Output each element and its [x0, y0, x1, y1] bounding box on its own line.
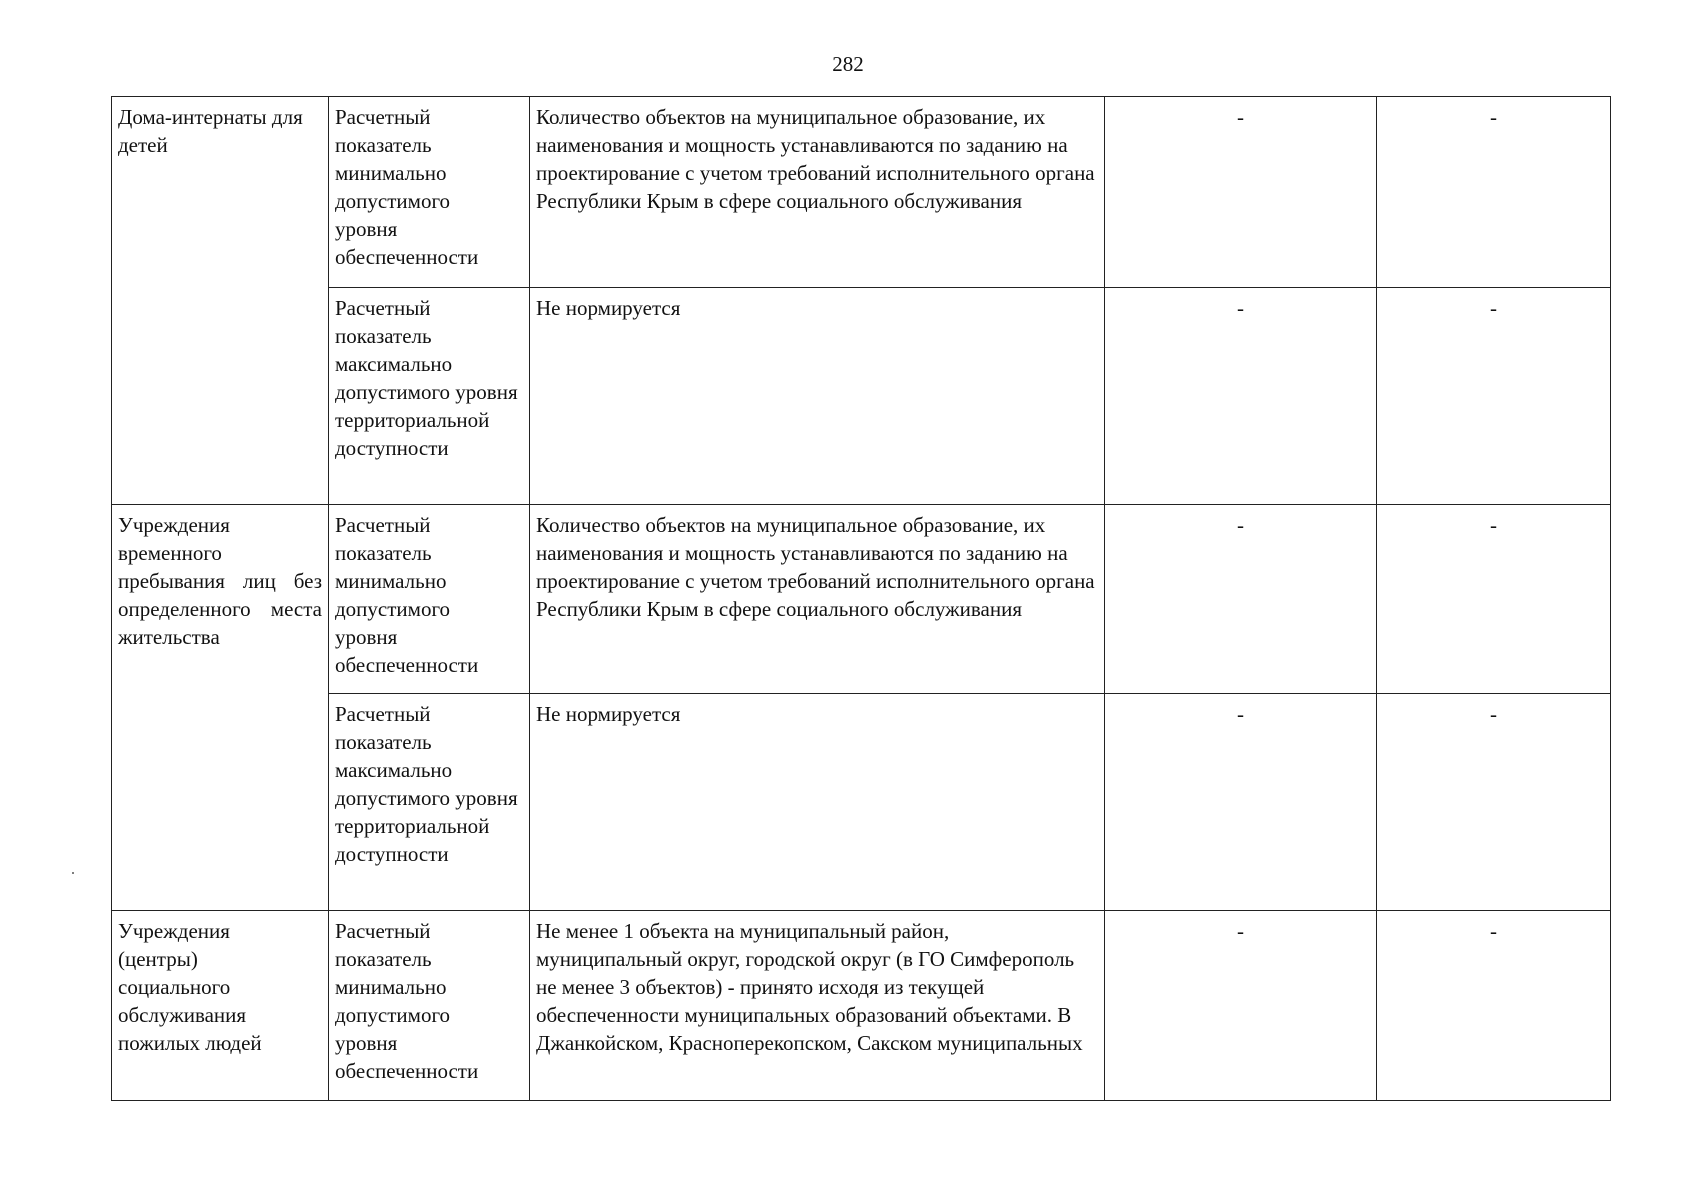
dash-cell [1377, 694, 1611, 911]
table-row [112, 97, 1611, 288]
dash-cell [1105, 911, 1377, 1101]
object-name: Учреждения временного пребывания лиц без определенного места жительства [118, 513, 322, 649]
dash-cell [1377, 288, 1611, 505]
dash-value: - [1237, 919, 1244, 943]
dash-cell [1105, 288, 1377, 505]
object-name: Дома-интернаты для детей [118, 105, 303, 157]
indicator-value: Не нормируется [536, 296, 681, 320]
standards-table [111, 96, 1611, 1101]
dash-cell [1105, 97, 1377, 288]
indicator-value: Не нормируется [536, 702, 681, 726]
indicator-name: Расчетный показатель максимально допустимого уровня территориальной доступности [335, 702, 518, 866]
indicator-cell [329, 97, 530, 288]
dash-value: - [1490, 513, 1497, 537]
indicator-value-cell [530, 97, 1105, 288]
indicator-name: Расчетный показатель минимально допустимого уровня обеспеченности [335, 513, 479, 677]
dash-value: - [1490, 702, 1497, 726]
dash-cell [1377, 97, 1611, 288]
dash-cell [1105, 505, 1377, 694]
object-name-cell [112, 505, 329, 911]
table-row [112, 911, 1611, 1101]
indicator-value: Количество объектов на муниципальное образование, их наименования и мощность устанавливаются по заданию на проектирование с учетом требований исполнительного органа Республики Крым в сфере социального обслуживания [536, 105, 1095, 213]
indicator-value-cell [530, 911, 1105, 1101]
indicator-name: Расчетный показатель минимально допустимого уровня обеспеченности [335, 105, 479, 269]
indicator-value: Количество объектов на муниципальное образование, их наименования и мощность устанавливаются по заданию на проектирование с учетом требований исполнительного органа Республики Крым в сфере социального обслуживания [536, 513, 1095, 621]
indicator-cell [329, 288, 530, 505]
dash-value: - [1490, 296, 1497, 320]
indicator-value-cell [530, 694, 1105, 911]
dash-cell [1377, 911, 1611, 1101]
dash-cell [1105, 694, 1377, 911]
dash-cell [1377, 505, 1611, 694]
dash-value: - [1490, 105, 1497, 129]
page-number: 282 [832, 52, 864, 76]
dash-value: - [1237, 513, 1244, 537]
indicator-name: Расчетный показатель максимально допустимого уровня территориальной доступности [335, 296, 518, 460]
table-row [112, 694, 1611, 911]
indicator-name: Расчетный показатель минимально допустимого уровня обеспеченности [335, 919, 479, 1083]
indicator-value: Не менее 1 объекта на муниципальный район, муниципальный округ, городской округ (в ГО Симферополь не менее 3 объектов) - принято исходя из текущей обеспеченности муниципальных образований объектами. В Джанкойском, Красноперекопском, Сакском муниципальных [536, 919, 1083, 1055]
indicator-cell [329, 911, 530, 1101]
indicator-value-cell [530, 288, 1105, 505]
object-name-cell [112, 97, 329, 505]
indicator-value-cell [530, 505, 1105, 694]
indicator-cell [329, 505, 530, 694]
indicator-cell [329, 694, 530, 911]
dash-value: - [1237, 702, 1244, 726]
dash-value: - [1237, 105, 1244, 129]
table-row [112, 505, 1611, 694]
scan-speck [72, 872, 74, 874]
dash-value: - [1490, 919, 1497, 943]
object-name-cell [112, 911, 329, 1101]
table-row [112, 288, 1611, 505]
object-name: Учреждения (центры) социального обслуживания пожилых людей [118, 919, 262, 1055]
dash-value: - [1237, 296, 1244, 320]
